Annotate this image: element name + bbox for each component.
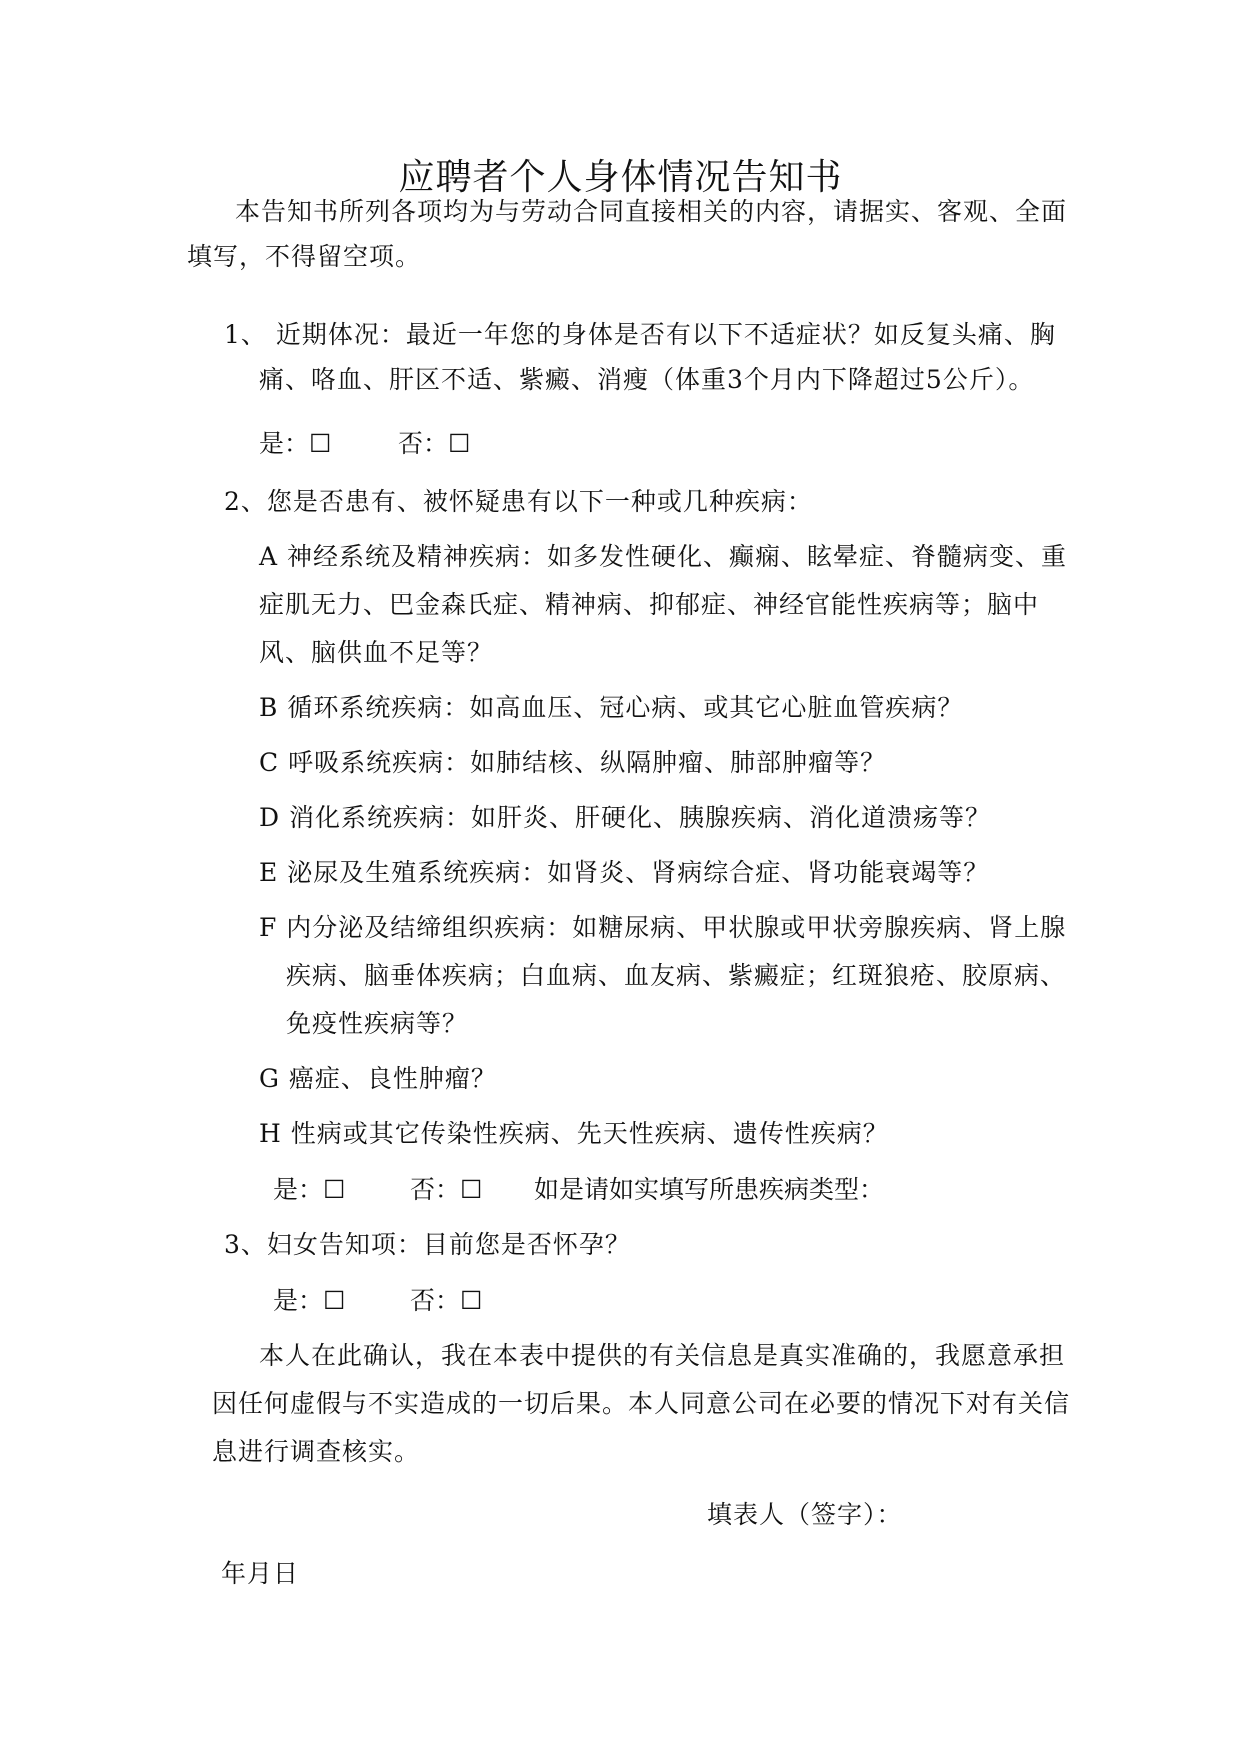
q2-item-g: G 癌症、良性肿瘤？ [259,1064,497,1093]
q2-item-a-line-1: A 神经系统及精神疾病：如多发性硬化、癫痫、眩晕症、脊髓病变、重 [259,542,1068,571]
q2-item-a-line-2: 症肌无力、巴金森氏症、精神病、抑郁症、神经官能性疾病等；脑中 [259,590,1040,619]
q2-yes-checkbox[interactable]: 是：☐ [273,1175,346,1204]
q2-item-f-line-3: 免疫性疾病等？ [286,1009,469,1038]
date-label: 年月日 [221,1559,300,1588]
q2-item-f-line-2: 疾病、脑垂体疾病；白血病、血友病、紫癜症；红斑狼疮、胶原病、 [286,961,1067,990]
intro-line-1: 本告知书所列各项均为与劳动合同直接相关的内容，请据实、客观、全面 [235,197,1068,226]
q2-item-b: B 循环系统疾病：如高血压、冠心病、或其它心脏血管疾病？ [259,693,964,722]
q2-item-h: H 性病或其它传染性疾病、先天性疾病、遗传性疾病？ [259,1119,889,1148]
q1-yes-checkbox[interactable]: 是：☐ [259,429,332,458]
q1-line-1: 1、 近期体况：最近一年您的身体是否有以下不适症状？如反复头痛、胸 [224,320,1056,349]
q2-no-checkbox[interactable]: 否：☐ [410,1175,483,1204]
page-title: 应聘者个人身体情况告知书 [398,157,843,198]
q2-item-c: C 呼吸系统疾病：如肺结核、纵隔肿瘤、肺部肿瘤等？ [259,748,887,777]
confirm-line-3: 息进行调查核实。 [212,1437,421,1466]
intro-line-2: 填写，不得留空项。 [187,242,422,271]
q2-item-a-line-3: 风、脑供血不足等？ [259,638,494,667]
q2-intro: 2、您是否患有、被怀疑患有以下一种或几种疾病： [224,487,813,516]
q3-yes-checkbox[interactable]: 是：☐ [273,1286,346,1315]
signature-label: 填表人（签字）： [707,1500,903,1529]
q2-item-d: D 消化系统疾病：如肝炎、肝硬化、胰腺疾病、消化道溃疡等？ [259,803,991,832]
q3-no-checkbox[interactable]: 否：☐ [410,1286,483,1315]
q1-line-2: 痛、咯血、肝区不适、紫癜、消瘦（体重3个月内下降超过5公斤）。 [259,365,1035,394]
q2-item-e: E 泌尿及生殖系统疾病：如肾炎、肾病综合症、肾功能衰竭等？ [259,858,990,887]
confirm-line-1: 本人在此确认，我在本表中提供的有关信息是真实准确的，我愿意承担 [259,1341,1066,1370]
q2-fill-prompt: 如是请如实填写所患疾病类型： [534,1175,885,1204]
confirm-line-2: 因任何虚假与不实造成的一切后果。本人同意公司在必要的情况下对有关信 [212,1389,1071,1418]
q1-no-checkbox[interactable]: 否：☐ [398,429,471,458]
q3-line: 3、妇女告知项：目前您是否怀孕？ [224,1230,631,1259]
q2-item-f-line-1: F 内分泌及结缔组织疾病：如糖尿病、甲状腺或甲状旁腺疾病、肾上腺 [259,913,1067,942]
